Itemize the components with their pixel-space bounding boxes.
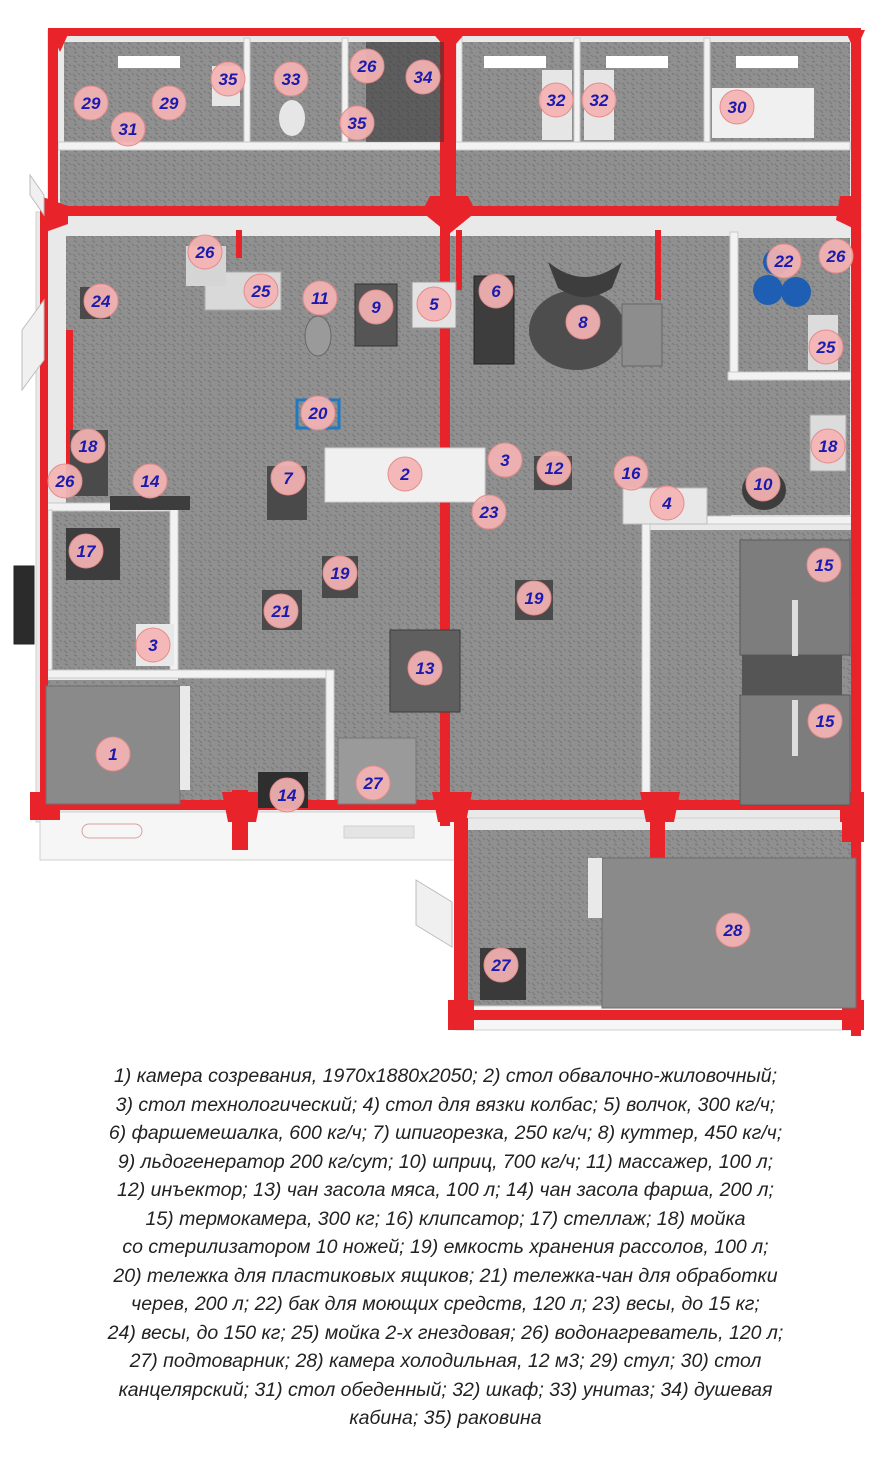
- marker-label: 11: [311, 289, 329, 308]
- marker-18: [71, 429, 105, 463]
- marker-label: 15: [815, 712, 835, 731]
- marker-label: 32: [589, 91, 609, 110]
- marker-19: [323, 556, 357, 590]
- marker-label: 34: [413, 68, 433, 87]
- marker-25: [809, 330, 843, 364]
- marker-label: 23: [479, 503, 499, 522]
- marker-34: [406, 60, 440, 94]
- legend-line: 27) подтоварник; 28) камера холодильная, 12 м3; 29) стул; 30) стол: [129, 1350, 762, 1372]
- marker-label: 16: [621, 464, 641, 483]
- marker-1: [96, 737, 130, 771]
- legend: [22, 1062, 869, 1433]
- marker-5: [417, 287, 451, 321]
- marker-19: [517, 581, 551, 615]
- marker-8: [566, 305, 600, 339]
- legend-line: со стерилизатором 10 ножей; 19) емкость хранения рассолов, 100 л;: [122, 1236, 769, 1258]
- marker-label: 19: [524, 589, 544, 608]
- legend-line: 12) инъектор; 13) чан засола мяса, 100 л; 14) чан засола фарша, 200 л;: [117, 1179, 774, 1201]
- marker-6: [479, 274, 513, 308]
- marker-26: [188, 235, 222, 269]
- marker-label: 10: [753, 475, 773, 494]
- marker-label: 33: [281, 70, 301, 89]
- marker-13: [408, 651, 442, 685]
- marker-label: 9: [371, 298, 381, 317]
- marker-26: [819, 239, 853, 273]
- legend-line: 20) тележка для пластиковых ящиков; 21) тележка-чан для обработки: [113, 1264, 778, 1287]
- marker-28: [716, 913, 750, 947]
- marker-24: [84, 284, 118, 318]
- marker-18: [811, 429, 845, 463]
- marker-26: [48, 464, 82, 498]
- marker-label: 22: [774, 252, 794, 271]
- marker-label: 14: [277, 786, 297, 805]
- marker-22: [767, 244, 801, 278]
- marker-label: 8: [578, 313, 588, 332]
- marker-35: [211, 62, 245, 96]
- marker-label: 17: [76, 542, 96, 561]
- marker-label: 3: [148, 636, 158, 655]
- marker-23: [472, 495, 506, 529]
- marker-25: [244, 274, 278, 308]
- marker-label: 3: [500, 451, 510, 470]
- marker-label: 31: [118, 120, 138, 139]
- marker-14: [270, 778, 304, 812]
- marker-9: [359, 290, 393, 324]
- marker-label: 25: [251, 282, 271, 301]
- marker-label: 14: [140, 472, 160, 491]
- marker-label: 6: [491, 282, 501, 301]
- marker-7: [271, 461, 305, 495]
- marker-label: 35: [347, 114, 367, 133]
- marker-label: 13: [415, 659, 435, 678]
- marker-label: 4: [662, 494, 672, 513]
- marker-21: [264, 594, 298, 628]
- marker-label: 15: [814, 556, 834, 575]
- marker-label: 26: [55, 472, 75, 491]
- marker-label: 32: [546, 91, 566, 110]
- marker-label: 26: [826, 247, 846, 266]
- marker-15: [808, 704, 842, 738]
- marker-32: [539, 83, 573, 117]
- marker-label: 26: [195, 243, 215, 262]
- marker-label: 18: [818, 437, 838, 456]
- marker-14: [133, 464, 167, 498]
- marker-11: [303, 281, 337, 315]
- marker-35: [340, 106, 374, 140]
- marker-label: 2: [400, 465, 410, 484]
- marker-label: 1: [108, 745, 118, 764]
- marker-label: 18: [78, 437, 98, 456]
- marker-16: [614, 456, 648, 490]
- marker-33: [274, 62, 308, 96]
- legend-line: 9) льдогенератор 200 кг/сут; 10) шприц, 700 кг/ч; 11) массажер, 100 л;: [117, 1150, 774, 1173]
- marker-27: [356, 766, 390, 800]
- marker-label: 30: [727, 98, 747, 117]
- legend-line: 1) камера созревания, 1970х1880х2050; 2) стол обвалочно-жиловочный;: [113, 1065, 778, 1087]
- marker-label: 27: [363, 774, 383, 793]
- marker-label: 29: [81, 94, 101, 113]
- marker-27: [484, 948, 518, 982]
- legend-line: 24) весы, до 150 кг; 25) мойка 2-х гнездовая; 26) водонагреватель, 120 л;: [107, 1321, 784, 1344]
- marker-30: [720, 90, 754, 124]
- marker-26: [350, 49, 384, 83]
- marker-label: 28: [723, 921, 743, 940]
- marker-label: 25: [816, 338, 836, 357]
- marker-label: 27: [491, 956, 511, 975]
- legend-line: черев, 200 л; 22) бак для моющих средств, 120 л; 23) весы, до 15 кг;: [131, 1293, 760, 1315]
- legend-line: канцелярский; 31) стол обеденный; 32) шкаф; 33) унитаз; 34) душевая: [118, 1378, 773, 1401]
- marker-label: 26: [357, 57, 377, 76]
- marker-label: 7: [283, 469, 293, 488]
- marker-label: 21: [271, 602, 291, 621]
- marker-4: [650, 486, 684, 520]
- marker-label: 20: [308, 404, 328, 423]
- marker-17: [69, 534, 103, 568]
- marker-label: 29: [159, 94, 179, 113]
- legend-line: 6) фаршемешалка, 600 кг/ч; 7) шпигорезка, 250 кг/ч; 8) куттер, 450 кг/ч;: [108, 1122, 783, 1144]
- marker-label: 5: [429, 295, 439, 314]
- marker-10: [746, 467, 780, 501]
- marker-3: [136, 628, 170, 662]
- marker-29: [74, 86, 108, 120]
- marker-29: [152, 86, 186, 120]
- marker-3: [488, 443, 522, 477]
- marker-20: [301, 396, 335, 430]
- marker-label: 35: [218, 70, 238, 89]
- marker-31: [111, 112, 145, 146]
- marker-15: [807, 548, 841, 582]
- marker-12: [537, 451, 571, 485]
- legend-line: 3) стол технологический; 4) стол для вязки колбас; 5) волчок, 300 кг/ч;: [115, 1093, 776, 1116]
- marker-2: [388, 457, 422, 491]
- marker-label: 19: [330, 564, 350, 583]
- marker-label: 24: [91, 292, 111, 311]
- marker-label: 12: [544, 459, 564, 478]
- legend-line: кабина; 35) раковина: [349, 1407, 542, 1429]
- legend-line: 15) термокамера, 300 кг; 16) клипсатор; 17) стеллаж; 18) мойка: [145, 1207, 746, 1230]
- marker-32: [582, 83, 616, 117]
